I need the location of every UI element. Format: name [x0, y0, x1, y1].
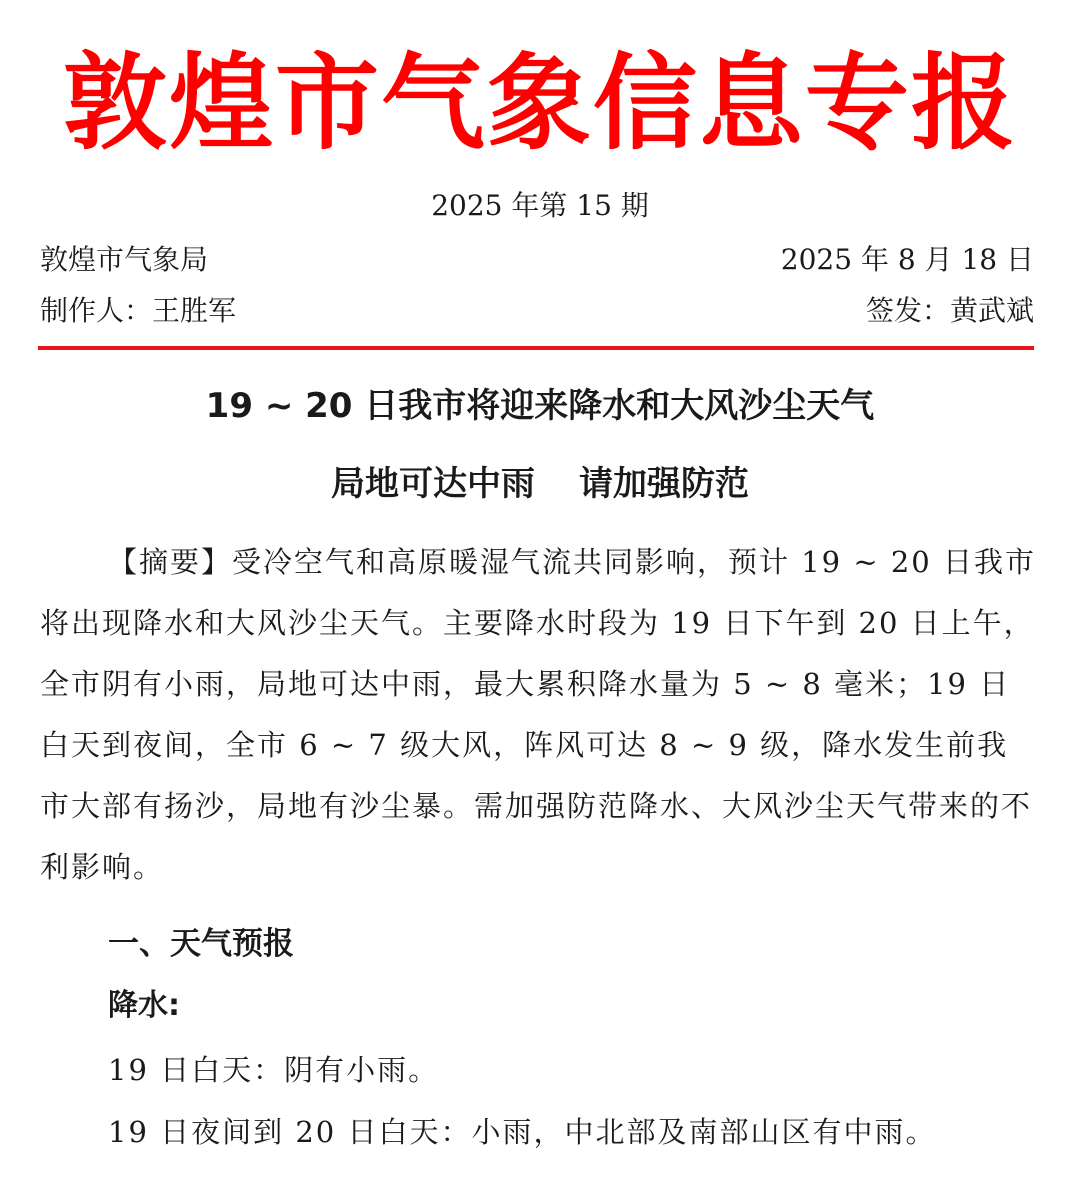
forecast-item: 19 日白天：阴有小雨。 — [108, 1053, 440, 1087]
abstract-paragraph: 【摘要】受冷空气和高原暖湿气流共同影响，预计 19 ~ 20 日我市将出现降水和大风沙尘天气。主要降水时段为 19 日下午到 20 日上午，全市阴有小雨，局地可达中雨，最大累积降水量为 5 ~ 8 毫米；19 日白天到夜间，全市 6 ~ 7 级大风，阵风可达 8 ~ 9 级，降水发生前我市大部有扬沙，局地有沙尘暴。需加强防范降水、大风沙尘天气带来的不利影响。 — [40, 545, 1036, 884]
headline-line-2a: 局地可达中雨 — [331, 464, 535, 504]
headline-line-2 — [0, 462, 1080, 506]
forecast-item: 19 日夜间到 20 日白天：小雨，中北部及南部山区有中雨。 — [108, 1115, 937, 1149]
red-divider — [38, 346, 1034, 350]
precip-label: 降水: — [108, 988, 180, 1023]
issuer: 敦煌市气象局 — [40, 243, 209, 276]
meta-row-issuer — [40, 242, 1034, 278]
section-title-forecast: 一、天气预报 — [108, 926, 294, 962]
headline-line-1: 19 ~ 20 日我市将迎来降水和大风沙尘天气 — [205, 386, 875, 426]
issue-number: 2025 年第 15 期 — [431, 189, 649, 222]
masthead-title: 敦煌市气象信息专报 — [62, 42, 1017, 164]
meta-row-author — [40, 293, 1034, 329]
signer: 签发：黄武斌 — [865, 294, 1034, 327]
author: 制作人：王胜军 — [40, 294, 237, 327]
issue-date: 2025 年 8 月 18 日 — [780, 243, 1034, 276]
headline-line-2b: 请加强防范 — [579, 464, 749, 504]
